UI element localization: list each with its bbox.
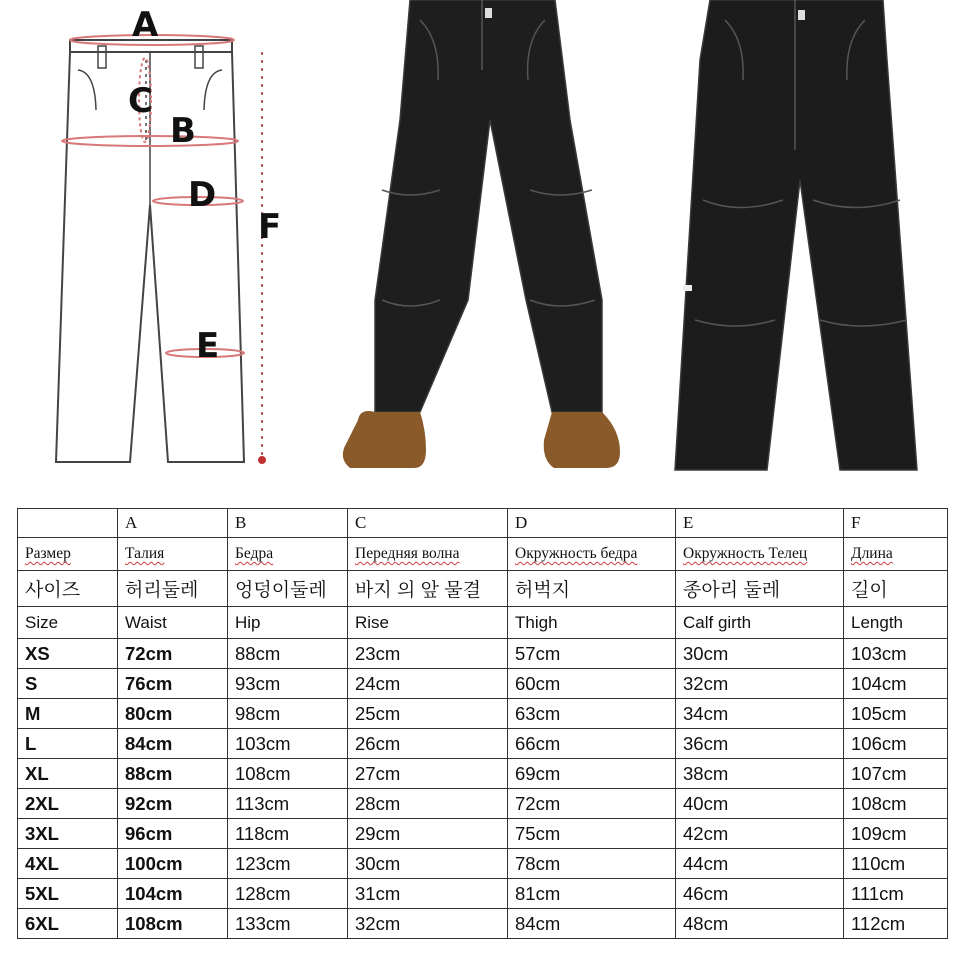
cell-text: Размер — [25, 545, 71, 562]
cell-rise: 28cm — [348, 789, 508, 819]
cell-rise: Rise — [348, 607, 508, 639]
cell-thigh: 66cm — [508, 729, 676, 759]
cell-rise: 32cm — [348, 909, 508, 939]
cell-size: 6XL — [18, 909, 118, 939]
cell-calf-girth: 34cm — [676, 699, 844, 729]
cell-text: Бедра — [235, 545, 274, 562]
cell-length: 105cm — [844, 699, 948, 729]
cell-calf-girth: 30cm — [676, 639, 844, 669]
label-f: F — [258, 207, 282, 247]
cell-length: 길이 — [844, 571, 948, 607]
cell-length: 103cm — [844, 639, 948, 669]
cell-size: 3XL — [18, 819, 118, 849]
cell-length: 109cm — [844, 819, 948, 849]
label-a: A — [132, 5, 159, 45]
cell-calf-girth: Calf girth — [676, 607, 844, 639]
cell-hip: 123cm — [228, 849, 348, 879]
cell-length: 106cm — [844, 729, 948, 759]
cell-size: M — [18, 699, 118, 729]
cell-calf-girth: 42cm — [676, 819, 844, 849]
cell-waist: 96cm — [118, 819, 228, 849]
cell-waist — [118, 538, 228, 571]
label-c: C — [128, 81, 153, 121]
label-b: B — [170, 111, 196, 151]
cell-hip: Hip — [228, 607, 348, 639]
cell-rise: 29cm — [348, 819, 508, 849]
size-chart-table — [17, 508, 948, 939]
cell-size — [18, 538, 118, 571]
cell-size: 5XL — [18, 879, 118, 909]
cell-rise: 31cm — [348, 879, 508, 909]
cell-waist: 80cm — [118, 699, 228, 729]
header-row-english — [18, 607, 948, 639]
cell-hip: 133cm — [228, 909, 348, 939]
right-boot — [544, 412, 620, 468]
cell-waist: Waist — [118, 607, 228, 639]
left-boot — [343, 411, 426, 468]
table-row — [18, 819, 948, 849]
cell-length: 108cm — [844, 789, 948, 819]
cell-text: Передняя волна — [355, 545, 460, 562]
table-row — [18, 729, 948, 759]
cell-thigh: 75cm — [508, 819, 676, 849]
cell-length: 107cm — [844, 759, 948, 789]
cell-rise: 27cm — [348, 759, 508, 789]
cell-calf-girth — [676, 538, 844, 571]
cell-size: L — [18, 729, 118, 759]
cell-text: Окружность бедра — [515, 545, 638, 562]
cell-waist: A — [118, 509, 228, 538]
cell-thigh: 63cm — [508, 699, 676, 729]
cell-size: Size — [18, 607, 118, 639]
header-row-letters — [18, 509, 948, 538]
cell-calf-girth: E — [676, 509, 844, 538]
cell-waist: 84cm — [118, 729, 228, 759]
table-row — [18, 699, 948, 729]
cell-waist: 72cm — [118, 639, 228, 669]
cell-waist: 92cm — [118, 789, 228, 819]
pants-photo-flat — [655, 0, 925, 480]
cell-rise — [348, 538, 508, 571]
cell-thigh: 허벅지 — [508, 571, 676, 607]
header-row-korean — [18, 571, 948, 607]
cell-waist: 76cm — [118, 669, 228, 699]
cell-hip: 98cm — [228, 699, 348, 729]
cell-thigh: 84cm — [508, 909, 676, 939]
cell-hip — [228, 538, 348, 571]
cell-rise: C — [348, 509, 508, 538]
table-row — [18, 909, 948, 939]
cell-thigh: 72cm — [508, 789, 676, 819]
cell-calf-girth: 40cm — [676, 789, 844, 819]
table-row — [18, 789, 948, 819]
table-row — [18, 759, 948, 789]
cell-waist: 108cm — [118, 909, 228, 939]
cell-length — [844, 538, 948, 571]
cell-waist: 88cm — [118, 759, 228, 789]
cell-size: 2XL — [18, 789, 118, 819]
cell-calf-girth: 38cm — [676, 759, 844, 789]
cell-waist: 100cm — [118, 849, 228, 879]
cell-length: 111cm — [844, 879, 948, 909]
cell-size: 4XL — [18, 849, 118, 879]
cell-size: XL — [18, 759, 118, 789]
header-row-russian — [18, 538, 948, 571]
cell-thigh: 60cm — [508, 669, 676, 699]
table-row — [18, 879, 948, 909]
cell-thigh: 78cm — [508, 849, 676, 879]
cell-rise: 23cm — [348, 639, 508, 669]
cell-length: F — [844, 509, 948, 538]
cell-text: Талия — [125, 545, 165, 562]
cell-length: 112cm — [844, 909, 948, 939]
cell-calf-girth: 46cm — [676, 879, 844, 909]
cell-rise: 바지 의 앞 물결 — [348, 571, 508, 607]
label-d: D — [188, 175, 217, 215]
cell-thigh: 81cm — [508, 879, 676, 909]
cell-rise: 25cm — [348, 699, 508, 729]
cell-calf-girth: 36cm — [676, 729, 844, 759]
table-row — [18, 669, 948, 699]
cell-size: 사이즈 — [18, 571, 118, 607]
cell-rise: 24cm — [348, 669, 508, 699]
cell-hip: 128cm — [228, 879, 348, 909]
cell-size — [18, 509, 118, 538]
table-row — [18, 639, 948, 669]
cell-thigh: D — [508, 509, 676, 538]
cell-waist: 허리둘레 — [118, 571, 228, 607]
cell-size: S — [18, 669, 118, 699]
cell-hip: 118cm — [228, 819, 348, 849]
cell-hip: 103cm — [228, 729, 348, 759]
cell-hip: 113cm — [228, 789, 348, 819]
cell-calf-girth: 종아리 둘레 — [676, 571, 844, 607]
cell-calf-girth: 48cm — [676, 909, 844, 939]
table-row — [18, 849, 948, 879]
cell-length: Length — [844, 607, 948, 639]
cell-thigh — [508, 538, 676, 571]
cell-thigh: Thigh — [508, 607, 676, 639]
cell-rise: 30cm — [348, 849, 508, 879]
cell-text: Окружность Телец — [683, 545, 808, 562]
pants-photo-worn — [330, 0, 630, 480]
cell-hip: 엉덩이둘레 — [228, 571, 348, 607]
cell-hip: 88cm — [228, 639, 348, 669]
cell-length: 104cm — [844, 669, 948, 699]
cell-calf-girth: 44cm — [676, 849, 844, 879]
cell-text: Длина — [851, 545, 893, 562]
label-e: E — [196, 326, 220, 366]
cell-size: XS — [18, 639, 118, 669]
cell-thigh: 69cm — [508, 759, 676, 789]
cell-hip: B — [228, 509, 348, 538]
cell-calf-girth: 32cm — [676, 669, 844, 699]
cell-waist: 104cm — [118, 879, 228, 909]
cell-hip: 93cm — [228, 669, 348, 699]
cell-rise: 26cm — [348, 729, 508, 759]
measurement-diagram — [0, 0, 300, 480]
cell-thigh: 57cm — [508, 639, 676, 669]
cell-length: 110cm — [844, 849, 948, 879]
cell-hip: 108cm — [228, 759, 348, 789]
